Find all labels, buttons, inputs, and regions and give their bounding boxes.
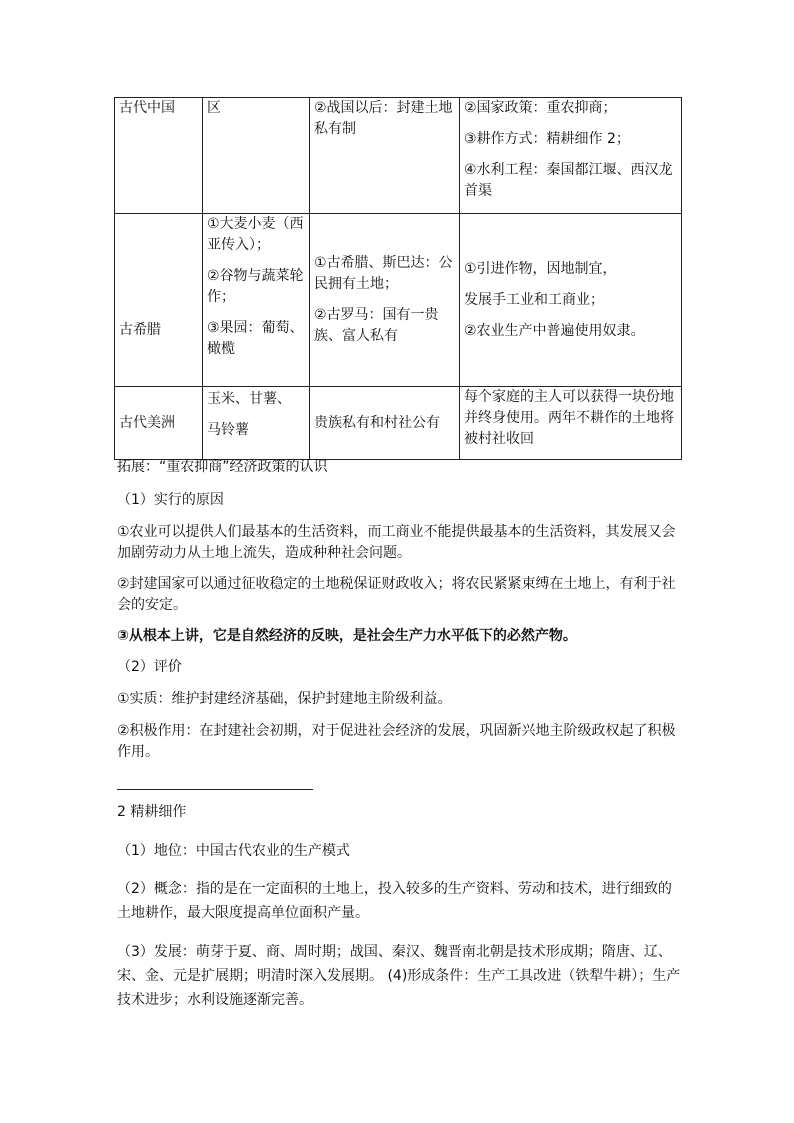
features-cell: ①引进作物，因地制宜， 发展手工业和工商业； ②农业生产中普遍使用奴隶。 bbox=[460, 214, 682, 387]
table-row bbox=[115, 387, 682, 460]
land-cell: ①古希腊、斯巴达：公民拥有土地； ②古罗马：国有一贵族、富人私有 bbox=[310, 214, 460, 387]
features-cell: ②国家政策：重农抑商； ③耕作方式：精耕细作 2； ④水利工程：秦国都江堰、西汉龙首渠 bbox=[460, 98, 682, 214]
land-cell: 贵族私有和村社公有 bbox=[310, 387, 460, 460]
agriculture-comparison-table bbox=[114, 97, 682, 460]
reason-paragraph-bold: ③从根本上讲，它是自然经济的反映，是社会生产力水平低下的必然产物。 bbox=[117, 628, 577, 644]
crops-cell: 区 bbox=[203, 98, 310, 214]
evaluation-paragraph: ①实质：维护封建经济基础，保护封建地主阶级利益。 bbox=[117, 691, 452, 707]
reason-paragraph: ②封建国家可以通过征收稳定的土地税保证财政收入；将农民紧紧束缚在土地上，有利于社会的安定。 bbox=[117, 576, 676, 613]
footnote-paragraph: （1）地位：中国古代农业的生产模式 bbox=[117, 843, 350, 859]
reason-heading: （1）实行的原因 bbox=[117, 492, 224, 508]
extension-title: 拓展：“重农抑商”经济政策的认识 bbox=[117, 459, 328, 475]
evaluation-heading: （2）评价 bbox=[117, 659, 182, 675]
reason-paragraph: ①农业可以提供人们最基本的生活资料，而工商业不能提供最基本的生活资料，其发展又会加剧劳动力从土地上流失，造成种种社会问题。 bbox=[117, 524, 676, 561]
crops-cell: 玉米、甘薯、 马铃薯 bbox=[203, 387, 310, 460]
features-cell: 每个家庭的主人可以获得一块份地并终身使用。两年不耕作的土地将被村社收回 bbox=[460, 387, 682, 460]
footnote-title: 2 精耕细作 bbox=[117, 804, 187, 820]
region-cell: 古希腊 bbox=[115, 214, 203, 387]
region-cell: 古代中国 bbox=[115, 98, 203, 214]
footnote-divider bbox=[117, 789, 313, 790]
land-cell: ②战国以后：封建土地私有制 bbox=[310, 98, 460, 214]
evaluation-paragraph: ②积极作用：在封建社会初期，对于促进社会经济的发展，巩固新兴地主阶级政权起了积极作用。 bbox=[117, 723, 676, 760]
footnote-paragraph: （3）发展：萌芽于夏、商、周时期；战国、秦汉、魏晋南北朝是技术形成期；隋唐、辽、宋、金、元是扩展期；明清时深入发展期。 (4)形成条件：生产工具改进（铁犁牛耕）；生产技术进步；水利设施逐渐完善。 bbox=[117, 944, 681, 1008]
footnote-paragraph: （2）概念：指的是在一定面积的土地上，投入较多的生产资料、劳动和技术，进行细致的土地耕作，最大限度提高单位面积产量。 bbox=[117, 881, 672, 921]
table-row bbox=[115, 98, 682, 214]
table-row bbox=[115, 214, 682, 387]
crops-cell: ①大麦小麦（西亚传入）； ②谷物与蔬菜轮作； ③果园：葡萄、橄榄 bbox=[203, 214, 310, 387]
region-cell: 古代美洲 bbox=[115, 387, 203, 460]
